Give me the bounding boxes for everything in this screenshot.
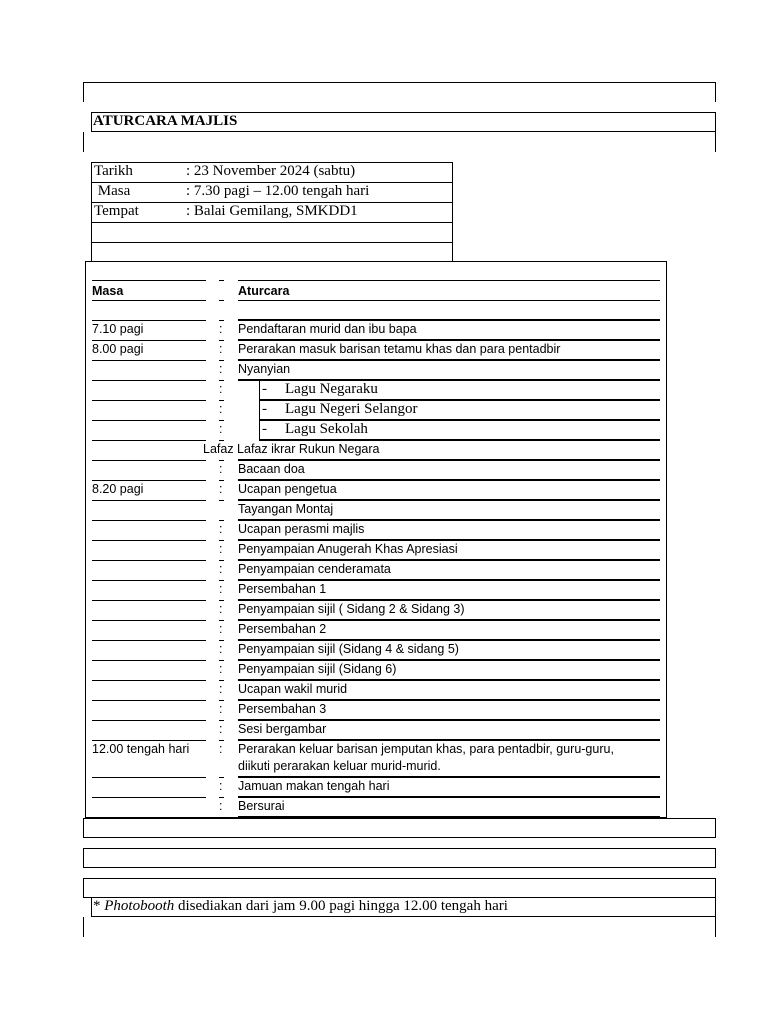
header-masa: Masa: [92, 284, 124, 298]
schedule-colon: :: [219, 702, 223, 716]
schedule-colon: :: [219, 362, 223, 376]
schedule-row: [0, 740, 768, 777]
schedule-colon: :: [219, 582, 223, 596]
sub-item: Lagu Sekolah: [285, 421, 368, 437]
schedule-item: Penyampaian sijil ( Sidang 2 & Sidang 3): [238, 602, 465, 616]
schedule-row: [0, 480, 768, 500]
schedule-item-continued: diikuti perarakan keluar murid-murid.: [238, 759, 441, 773]
schedule-time: 8.00 pagi: [92, 342, 144, 356]
schedule-item: Persembahan 3: [238, 702, 327, 716]
sub-item: Lagu Negeri Selangor: [285, 401, 418, 417]
page-title: ATURCARA MAJLIS: [93, 113, 238, 129]
schedule-pledge: Lafaz Lafaz ikrar Rukun Negara: [203, 442, 380, 456]
schedule-colon: :: [219, 662, 223, 676]
schedule-row: [0, 400, 768, 420]
info-value: : 23 November 2024 (sabtu): [186, 163, 356, 179]
schedule-row: [0, 380, 768, 400]
schedule-item: Nyanyian: [238, 362, 291, 376]
footnote: [93, 898, 508, 915]
footnote-prefix: *: [93, 898, 105, 914]
header-aturcara: Aturcara: [238, 284, 290, 298]
info-label: Masa: [94, 183, 131, 199]
sub-item-dash: -: [262, 381, 267, 397]
bottom-strip-2: [83, 848, 716, 868]
schedule-item: Jamuan makan tengah hari: [238, 779, 390, 793]
schedule-row: [0, 640, 768, 660]
schedule-item: Bersurai: [238, 799, 285, 813]
schedule-row: [0, 660, 768, 680]
schedule-row: [0, 420, 768, 440]
title-right-rule: [715, 132, 716, 152]
schedule-time: 8.20 pagi: [92, 482, 144, 496]
sub-item: Lagu Negaraku: [285, 381, 378, 397]
bottom-strip-1: [83, 818, 716, 838]
bottom-right-rule: [715, 917, 716, 937]
bottom-strip-3: [83, 878, 716, 898]
footnote-emphasis: Photobooth: [104, 898, 175, 914]
schedule-row: [0, 360, 768, 380]
sub-item-dash: -: [262, 401, 267, 417]
schedule-time: 7.10 pagi: [92, 322, 144, 336]
schedule-colon: :: [219, 422, 223, 436]
schedule-item: Persembahan 2: [238, 622, 327, 636]
schedule-header-top-left: [92, 280, 206, 281]
schedule-row: [0, 600, 768, 620]
schedule-item: Bacaan doa: [238, 462, 305, 476]
schedule-item: Persembahan 1: [238, 582, 327, 596]
schedule-row: [0, 720, 768, 740]
info-row: [92, 182, 452, 202]
schedule-row: [0, 777, 768, 797]
info-label: Tempat: [94, 203, 139, 219]
schedule-item: Sesi bergambar: [238, 722, 327, 736]
schedule-colon: :: [219, 522, 223, 536]
schedule-colon: :: [219, 342, 223, 356]
schedule-colon: :: [219, 742, 223, 756]
schedule-colon: :: [219, 462, 223, 476]
footnote-box: [91, 897, 716, 917]
schedule-colon: :: [219, 482, 223, 496]
schedule-colon: :: [219, 542, 223, 556]
info-row: [92, 202, 452, 222]
schedule-item: Ucapan pengetua: [238, 482, 337, 496]
schedule-row: [0, 520, 768, 540]
info-row: [92, 162, 452, 182]
schedule-colon: :: [219, 402, 223, 416]
schedule-item: Ucapan perasmi majlis: [238, 522, 365, 536]
schedule-item: Pendaftaran murid dan ibu bapa: [238, 322, 417, 336]
footnote-text: disediakan dari jam 9.00 pagi hingga 12.00 tengah hari: [174, 898, 508, 914]
schedule-row: [0, 700, 768, 720]
schedule-colon: :: [219, 799, 223, 813]
schedule-time: 12.00 tengah hari: [92, 742, 190, 756]
schedule-row: [0, 540, 768, 560]
schedule-colon: :: [219, 722, 223, 736]
info-value: : 7.30 pagi – 12.00 tengah hari: [186, 183, 370, 199]
schedule-row: [0, 620, 768, 640]
schedule-item: Penyampaian sijil (Sidang 6): [238, 662, 397, 676]
schedule-row: [0, 680, 768, 700]
info-label: Tarikh: [94, 163, 133, 179]
schedule-row: [0, 560, 768, 580]
schedule-row: [0, 797, 768, 817]
schedule-item: Penyampaian cenderamata: [238, 562, 391, 576]
schedule-colon: :: [219, 682, 223, 696]
schedule-item: Perarakan keluar barisan jemputan khas, para pentadbir, guru-guru,: [238, 742, 614, 756]
schedule-header-bottom-left: [92, 300, 206, 301]
info-rule-4: [91, 242, 453, 243]
schedule-colon: :: [219, 382, 223, 396]
schedule-header-bottom-right: [238, 300, 660, 301]
sub-item-dash: -: [262, 421, 267, 437]
schedule-item: Ucapan wakil murid: [238, 682, 348, 696]
schedule-row: [0, 500, 768, 520]
title-box: [91, 112, 716, 132]
schedule-row: [0, 580, 768, 600]
schedule-colon: :: [219, 562, 223, 576]
top-frame-strip: [83, 82, 716, 102]
schedule-colon: :: [219, 642, 223, 656]
schedule-colon: :: [219, 779, 223, 793]
colon-tick-1: [219, 280, 224, 281]
schedule-row: [0, 340, 768, 360]
schedule-item: Penyampaian Anugerah Khas Apresiasi: [238, 542, 458, 556]
schedule-colon: :: [219, 602, 223, 616]
schedule-header-top-right: [238, 280, 660, 281]
schedule-item: Tayangan Montaj: [238, 502, 334, 516]
schedule-row: [0, 440, 768, 460]
schedule-colon: :: [219, 322, 223, 336]
info-value: : Balai Gemilang, SMKDD1: [186, 203, 358, 219]
title-left-rule: [83, 132, 84, 152]
colon-tick-2: [219, 300, 224, 301]
info-rule-3: [91, 222, 453, 223]
schedule-item: Perarakan masuk barisan tetamu khas dan para pentadbir: [238, 342, 561, 356]
schedule-colon: :: [219, 622, 223, 636]
schedule-item: Penyampaian sijil (Sidang 4 & sidang 5): [238, 642, 459, 656]
schedule-row: [0, 460, 768, 480]
schedule-row: [0, 320, 768, 340]
bottom-left-rule: [83, 917, 84, 937]
